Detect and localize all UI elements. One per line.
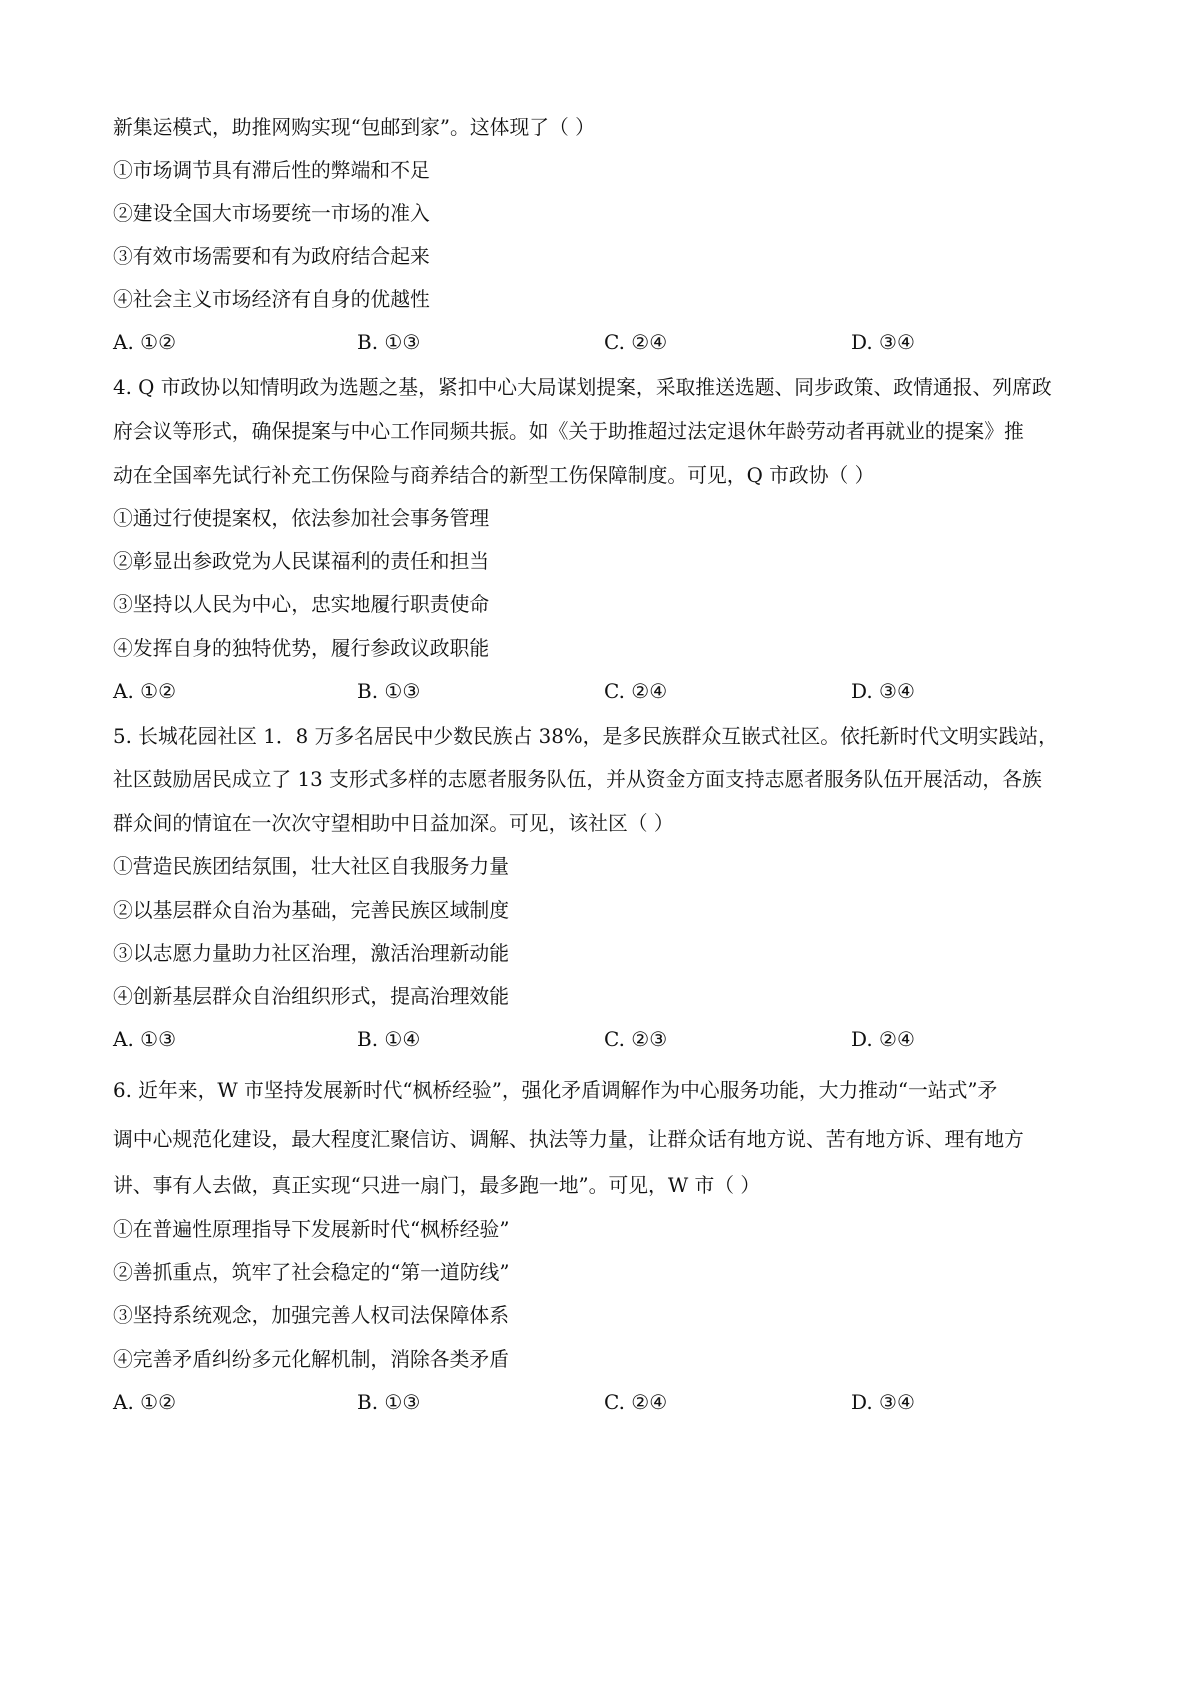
- q5-stem-line-1: 5. 长城花园社区 1．8 万多名居民中少数民族占 38%，是多民族群众互嵌式社区。依托新时代文明实践站，: [113, 724, 1058, 748]
- q5-option-a: A. ①③: [113, 1027, 177, 1051]
- q6-stem-line-2: 调中心规范化建设，最大程度汇聚信访、调解、执法等力量，让群众话有地方说、苦有地方诉、理有地方: [113, 1127, 1024, 1151]
- q5-options: [113, 1025, 1113, 1053]
- q4-option-a: A. ①②: [113, 679, 177, 703]
- q4-stem-line-1: 4. Q 市政协以知情明政为选题之基，紧扣中心大局谋划提案，采取推送选题、同步政策、政情通报、列席政: [113, 375, 1052, 399]
- q3-options: [113, 328, 1113, 356]
- q6-option-b: B. ①③: [357, 1390, 421, 1414]
- q3-item-3: ③有效市场需要和有为政府结合起来: [113, 244, 430, 268]
- q3-option-b: B. ①③: [357, 330, 421, 354]
- q6-options: [113, 1388, 1113, 1416]
- q3-option-d: D. ③④: [851, 330, 915, 354]
- q5-item-1: ①营造民族团结氛围，壮大社区自我服务力量: [113, 854, 509, 878]
- q6-option-c: C. ②④: [604, 1390, 668, 1414]
- q6-option-a: A. ①②: [113, 1390, 177, 1414]
- q4-item-3: ③坚持以人民为中心，忠实地履行职责使命: [113, 592, 490, 616]
- q4-stem-line-3: 动在全国率先试行补充工伤保险与商养结合的新型工伤保障制度。可见，Q 市政协（ ）: [113, 463, 875, 487]
- q4-option-b: B. ①③: [357, 679, 421, 703]
- q3-stem-line: 新集运模式，助推网购实现“包邮到家”。这体现了（ ）: [113, 115, 595, 139]
- q5-item-4: ④创新基层群众自治组织形式，提高治理效能: [113, 984, 509, 1008]
- q4-item-1: ①通过行使提案权，依法参加社会事务管理: [113, 506, 490, 530]
- q5-option-d: D. ②④: [851, 1027, 915, 1051]
- q6-stem-line-1: 6. 近年来，W 市坚持发展新时代“枫桥经验”，强化矛盾调解作为中心服务功能，大力推动“一站式”矛: [113, 1078, 998, 1102]
- q5-stem-line-3: 群众间的情谊在一次次守望相助中日益加深。可见，该社区（ ）: [113, 811, 674, 835]
- q4-options: [113, 677, 1113, 705]
- q4-option-c: C. ②④: [604, 679, 668, 703]
- q3-item-2: ②建设全国大市场要统一市场的准入: [113, 201, 430, 225]
- q6-option-d: D. ③④: [851, 1390, 915, 1414]
- q4-stem-line-2: 府会议等形式，确保提案与中心工作同频共振。如《关于助推超过法定退休年龄劳动者再就业的提案》推: [113, 419, 1024, 443]
- q3-option-c: C. ②④: [604, 330, 668, 354]
- q5-item-3: ③以志愿力量助力社区治理，激活治理新动能: [113, 941, 509, 965]
- q3-item-4: ④社会主义市场经济有自身的优越性: [113, 287, 430, 311]
- q3-item-1: ①市场调节具有滞后性的弊端和不足: [113, 158, 430, 182]
- q5-stem-line-2: 社区鼓励居民成立了 13 支形式多样的志愿者服务队伍，并从资金方面支持志愿者服务队伍开展活动，各族: [113, 767, 1042, 791]
- q3-option-a: A. ①②: [113, 330, 177, 354]
- q5-option-b: B. ①④: [357, 1027, 421, 1051]
- q5-option-c: C. ②③: [604, 1027, 668, 1051]
- q6-item-1: ①在普遍性原理指导下发展新时代“枫桥经验”: [113, 1217, 510, 1241]
- q6-item-3: ③坚持系统观念，加强完善人权司法保障体系: [113, 1303, 509, 1327]
- q6-item-4: ④完善矛盾纠纷多元化解机制，消除各类矛盾: [113, 1347, 509, 1371]
- q4-item-4: ④发挥自身的独特优势，履行参政议政职能: [113, 636, 490, 660]
- q6-item-2: ②善抓重点，筑牢了社会稳定的“第一道防线”: [113, 1260, 510, 1284]
- q6-stem-line-3: 讲、事有人去做，真正实现“只进一扇门，最多跑一地”。可见，W 市（ ）: [113, 1173, 761, 1197]
- q4-option-d: D. ③④: [851, 679, 915, 703]
- q4-item-2: ②彰显出参政党为人民谋福利的责任和担当: [113, 549, 490, 573]
- q5-item-2: ②以基层群众自治为基础，完善民族区域制度: [113, 898, 509, 922]
